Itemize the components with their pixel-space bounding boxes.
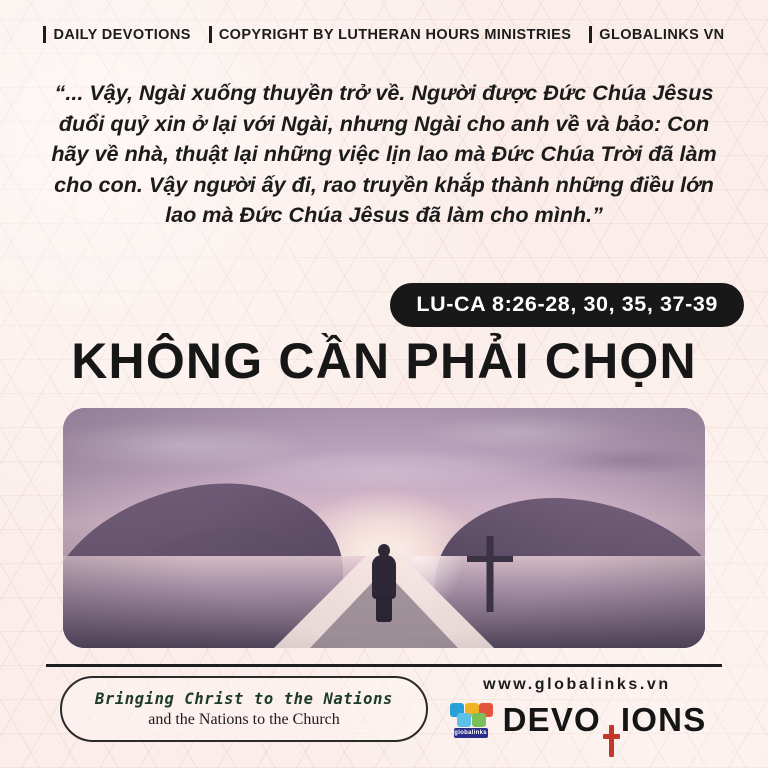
brand-row [448, 701, 707, 739]
topbar-item-copyright [200, 26, 580, 43]
topbar-label: GLOBALINKS VN [599, 26, 725, 43]
devotions-wordmark [503, 701, 707, 739]
topbar-item-daily-devotions [34, 26, 199, 43]
topbar [0, 26, 768, 43]
tagline-line-2: and the Nations to the Church [148, 710, 340, 728]
page-title: KHÔNG CẦN PHẢI CHỌN [71, 333, 697, 389]
wordmark-part-1: DEVO [502, 701, 601, 738]
brand-block [432, 676, 722, 739]
devotional-photo [63, 408, 705, 648]
logo-caption: globalinks [454, 730, 487, 736]
verse-text: “... Vậy, Ngài xuống thuyền trở về. Người được Đức Chúa Jêsus đuổi quỷ xin ở lại với Ngài, nhưng Ngài cho anh về và bảo: Con hãy về nhà, thuật lại những việc lịn lao mà Đức Chúa Trời đã làm cho con. Vậy người ấy đi, rao truyền khắp thành những điều lớn lao mà Đức Chúa Jêsus đã làm cho mình.” [51, 80, 717, 227]
globalinks-logo-icon [448, 702, 494, 738]
website-url[interactable]: www.globalinks.vn [483, 676, 671, 693]
footer-divider [46, 664, 722, 667]
reference-row [0, 283, 768, 327]
scripture-reference-badge: LU-CA 8:26-28, 30, 35, 37-39 [390, 283, 744, 327]
divider-bar-icon [589, 26, 592, 43]
tagline-line-1: Bringing Christ to the Nations [95, 689, 393, 708]
divider-bar-icon [43, 26, 46, 43]
wordmark-part-2: IONS [620, 701, 707, 738]
cross-t-vertical [609, 725, 614, 757]
divider-bar-icon [209, 26, 212, 43]
topbar-item-globalinks-vn [580, 26, 733, 43]
tagline-badge [60, 676, 428, 742]
topbar-label: DAILY DEVOTIONS [53, 26, 191, 43]
logo-square-green [472, 713, 486, 727]
cross-t-horizontal [603, 734, 620, 739]
topbar-label: COPYRIGHT BY LUTHERAN HOURS MINISTRIES [218, 26, 572, 43]
photo-vignette [63, 408, 705, 648]
logo-square-cyan [457, 713, 471, 727]
